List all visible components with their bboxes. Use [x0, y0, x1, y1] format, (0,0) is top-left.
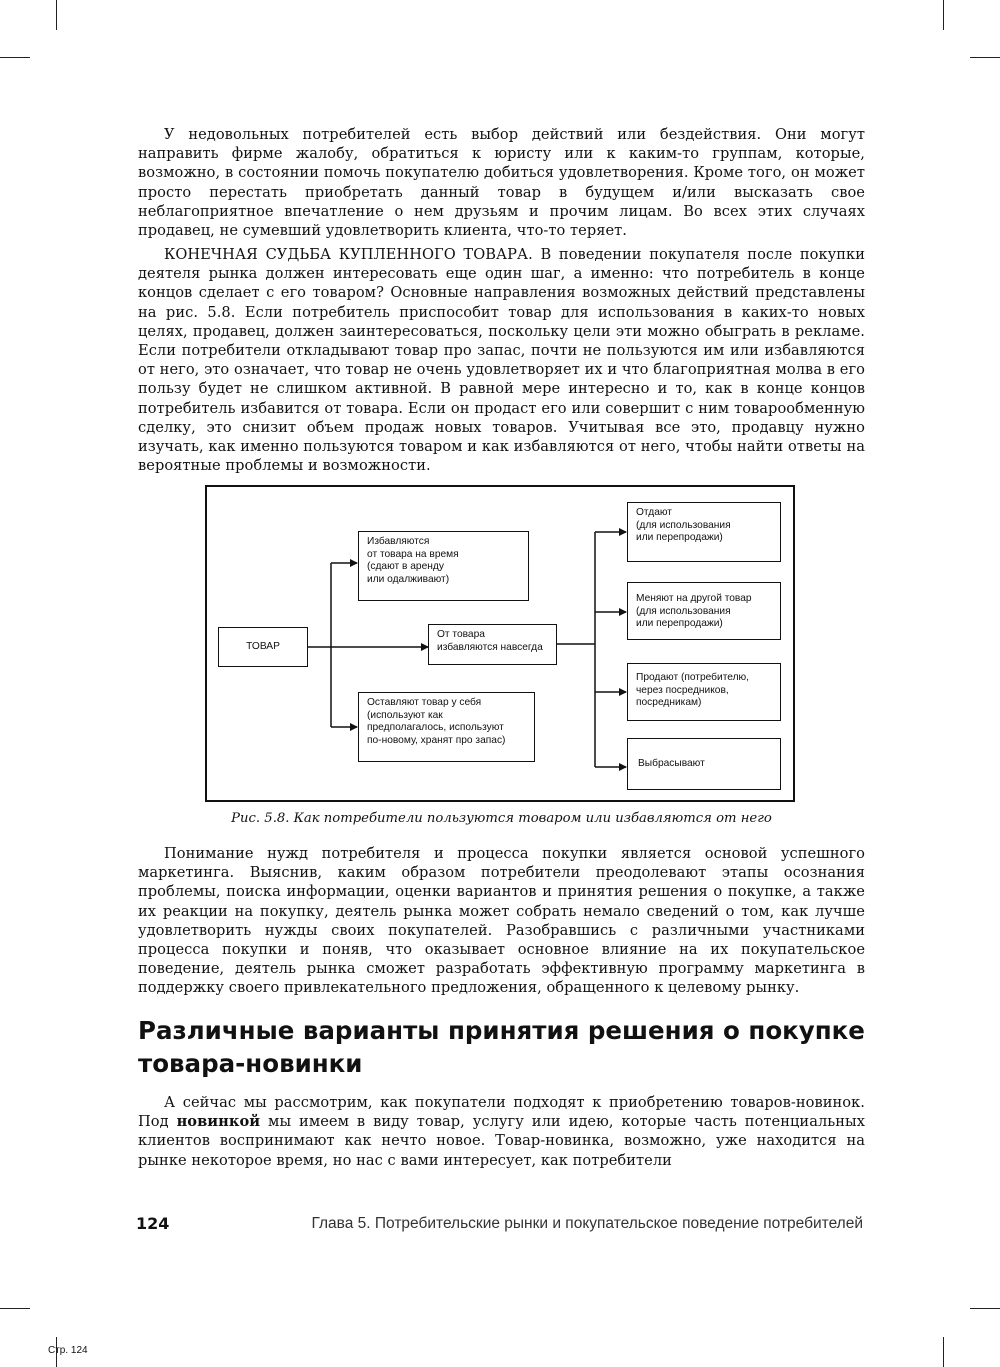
crop-mark	[970, 57, 1000, 58]
crop-mark	[56, 0, 57, 30]
node-trade: Меняют на другой товар (для использования или перепродажи)	[627, 582, 781, 640]
node-dispose-permanently: От товара избавляются навсегда	[428, 624, 557, 665]
node-sell: Продают (потребителю, через посредников, посредникам)	[627, 663, 781, 721]
crop-mark	[0, 1308, 30, 1309]
node-product: ТОВАР	[218, 627, 308, 667]
crop-mark	[0, 57, 30, 58]
paragraph-new-products	[138, 1093, 865, 1170]
node-throw-away: Выбрасывают	[627, 738, 781, 790]
running-footer-title: Глава 5. Потребительские рынки и покупательское поведение потребителей	[311, 1215, 863, 1232]
paragraph-dissatisfied-consumers: У недовольных потребителей есть выбор действий или бездействия. Они могут направить фирме жалобу, обратиться к юристу или к каким-то группам, которые, возможно, в состоянии помочь покупателю добиться удовлетворения. Кроме того, он может просто перестать приобретать данный товар в будущем и/или высказать свое неблагоприятное впечатление о нем друзьям и прочим лицам. Во всех этих случаях продавец, не сумевший удовлетворить клиента, что-то теряет.	[138, 126, 865, 240]
crop-mark	[943, 0, 944, 30]
page-number: 124	[136, 1214, 170, 1233]
paragraph-text: мы имеем в виду товар, услугу или идею, которые часть потенциальных клиентов воспринимают как нечто новое. Товар-новинка, возможно, уже находится на рынке некоторое время, но нас с вами интересует, как потребители	[138, 1113, 865, 1169]
paragraph-product-fate: КОНЕЧНАЯ СУДЬБА КУПЛЕННОГО ТОВАРА. В поведении покупателя после покупки деятеля рынка должен интересовать еще один шаг, а именно: что потребитель в конце концов сделает с его товаром? Основные направления возможных действий представлены на рис. 5.8. Если потребитель приспособит товар для использования в каких-то новых целях, продавец, должен заинтересоваться, поскольку цели эти можно обыграть в рекламе. Если потребители откладывают товар про запас, почти не пользуются им или избавляются от него, это означает, что товар не очень удовлетворяет их и что благоприятная молва в его пользу будет не слишком активной. В равной мере интересно и то, как в конце концов потребитель избавится от товара. Если он продаст его или совершит с ним товарообменную сделку, это снизит объем продаж новых товаров. Учитывая все это, продавцу нужно изучать, как именно пользуются товаром и как избавляются от него, чтобы найти ответы на вероятные проблемы и возможности.	[138, 246, 865, 475]
crop-mark	[943, 1337, 944, 1367]
page-label: Стр. 124	[48, 1345, 88, 1356]
node-give-away: Отдают (для использования или перепродажи)	[627, 502, 781, 562]
paragraph-text: А сейчас мы рассмотрим, как покупатели подходят к приобретению товаров-новинок. Под	[138, 1094, 865, 1131]
node-keep-product: Оставляют товар у себя (используют как предполагалось, используют по-новому, хранят про запас)	[358, 692, 535, 762]
figure-caption: Рис. 5.8. Как потребители пользуются товаром или избавляются от него	[231, 811, 772, 826]
paragraph-understanding-needs: Понимание нужд потребителя и процесса покупки является основой успешного маркетинга. Выяснив, каким образом потребители преодолевают этапы осознания проблемы, поиска информации, оценки вариантов и принятия решения о покупке, а также их реакции на покупку, деятель рынка может собрать немало сведений о том, как лучше удовлетворить нужды своих покупателей. Разобравшись с различными участниками процесса покупки и поняв, что оказывает основное влияние на их покупательское поведение, деятель рынка сможет разработать эффективную программу маркетинга в поддержку своего привлекательного предложения, обращенного к целевому рынку.	[138, 845, 865, 997]
section-heading: Различные варианты принятия решения о покупке товара-новинки	[138, 1016, 865, 1078]
crop-mark	[970, 1308, 1000, 1309]
figure-product-disposal-diagram	[205, 485, 795, 802]
node-dispose-temporarily: Избавляются от товара на время (сдают в аренду или одалживают)	[358, 531, 529, 601]
term-novelty: новинкой	[176, 1113, 261, 1131]
